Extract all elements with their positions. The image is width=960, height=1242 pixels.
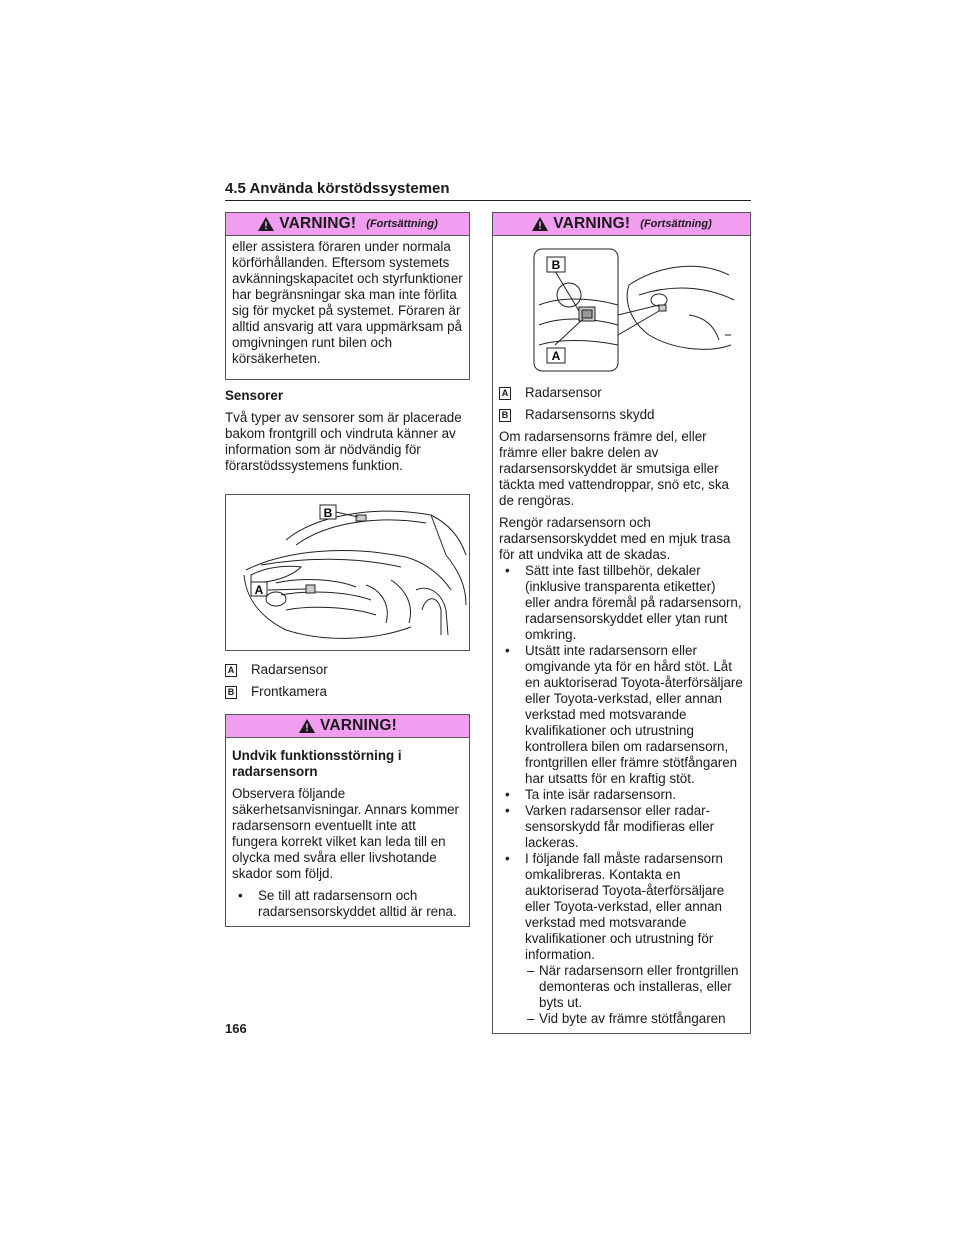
list-item: • I följande fall måste radarsensorn omkalibreras. Kontakta en auktoriserad Toyota-återförsäljare eller Toyota-verkstad, eller annan verkstad med motsvarande kvalifikationer och utrustning för information. [499,851,744,963]
warning-header [226,715,469,738]
legend-text: Radarsensor [251,662,328,677]
warning-word: VARNING! [553,215,631,232]
legend-key: B [225,686,237,699]
sub-list-item: – När radarsensorn eller frontgrillen demonteras och installeras, eller byts ut. [499,963,744,1011]
svg-text:A: A [551,349,561,363]
svg-text:B: B [323,506,333,520]
wipe-paragraph: Rengör radarsensorn och radarsensorskyddet med en mjuk trasa för att undvika att de skadas. [499,515,731,562]
warning-header [493,213,750,236]
callout-a [251,582,267,597]
radar-detail-illustration [499,245,739,375]
legend-text: Frontkamera [251,684,327,699]
warning-bullets [232,888,463,920]
legend-row-a [225,662,470,678]
list-item: • Sätt inte fast tillbehör, dekaler (inklusive transparenta etiketter) eller andra föremål på radarsensorn, radarsensorskyddet eller ytan runt omkring. [499,563,744,643]
legend-row-b [499,407,744,423]
sensors-heading: Sensorer [225,388,284,403]
legend-row-b [225,684,470,700]
warning-text: eller assistera föraren under normala körförhållanden. Eftersom systemets avkänningskapacitet och styrfunktioner har begränsningar ska man inte förlita sig för mycket på systemet. Föraren är alltid ansvarig att vara uppmärksam på omgivningen runt bilen och körsäkerheten. [232,239,463,366]
warning-triangle-icon [257,216,275,232]
left-legend [225,662,470,700]
right-column [492,212,751,1034]
legend-key: B [499,409,511,422]
svg-text:A: A [254,583,264,597]
svg-text:B: B [551,258,561,272]
section-title: 4.5 Använda körstödssystemen [225,180,751,201]
warning-triangle-icon [298,718,316,734]
legend-key: A [225,664,237,677]
right-legend [499,385,744,423]
warning-text: Observera följande säkerhetsanvisningar. Annars kommer radarsensorn eventuellt inte att fungera korrekt vilket kan leda till en olycka med svåra eller livshotande skador som följd. [232,786,460,881]
warning-triangle-icon [531,216,549,232]
cleaning-paragraph: Om radarsensorns främre del, eller främre eller bakre delen av radarsensorskyddet är smutsiga eller täckta med vattendroppar, snö etc, ska de rengöras. [499,429,730,508]
continuation-label: (Fortsättning) [366,218,438,230]
callout-b [547,257,565,272]
precaution-bullets [499,563,744,963]
warning-word: VARNING! [279,215,357,232]
legend-text: Radarsensor [525,385,602,400]
continuation-label: (Fortsättning) [640,218,712,230]
car-front-illustration [226,495,469,650]
list-item: • Utsätt inte radarsensorn eller omgivande yta för en hård stöt. Låt en auktoriserad Toyota-återförsäljare eller Toyota-verkstad, eller annan verkstad med motsvarande kvalifikationer och utrustning kontrollera bilen om radarsensorn, frontgrillen eller främre stötfångaren har utsatts för en kraftig stöt. [499,643,744,787]
sensors-text: Två typer av sensorer som är placerade bakom frontgrill och vindruta känner av information som är nödvändig för förarstödssystemens funktion. [225,410,462,473]
radar-cover-figure [499,245,744,379]
legend-row-a [499,385,744,401]
warning-box [225,714,470,927]
car-sensor-figure [225,494,470,651]
legend-key: A [499,387,511,400]
warning-box-continued [492,212,751,1034]
warning-box-continued [225,212,470,380]
warning-word: VARNING! [319,717,398,734]
list-item: • Varken radarsensor eller radar-sensorskydd får modifieras eller lackeras. [499,803,744,851]
warning-header [226,213,469,236]
page-number: 166 [225,1021,247,1036]
warning-heading: Undvik funktionsstörning i radarsensorn [232,748,402,779]
list-item: • Se till att radarsensorn och radarsensorskyddet alltid är rena. [232,888,463,920]
callout-b [320,505,336,520]
recalibration-subbullets [499,963,744,1027]
left-column [225,212,470,927]
list-item: • Ta inte isär radarsensorn. [499,787,744,803]
sub-list-item: – Vid byte av främre stötfångaren [499,1011,744,1027]
legend-text: Radarsensorns skydd [525,407,655,422]
callout-a [547,348,565,363]
